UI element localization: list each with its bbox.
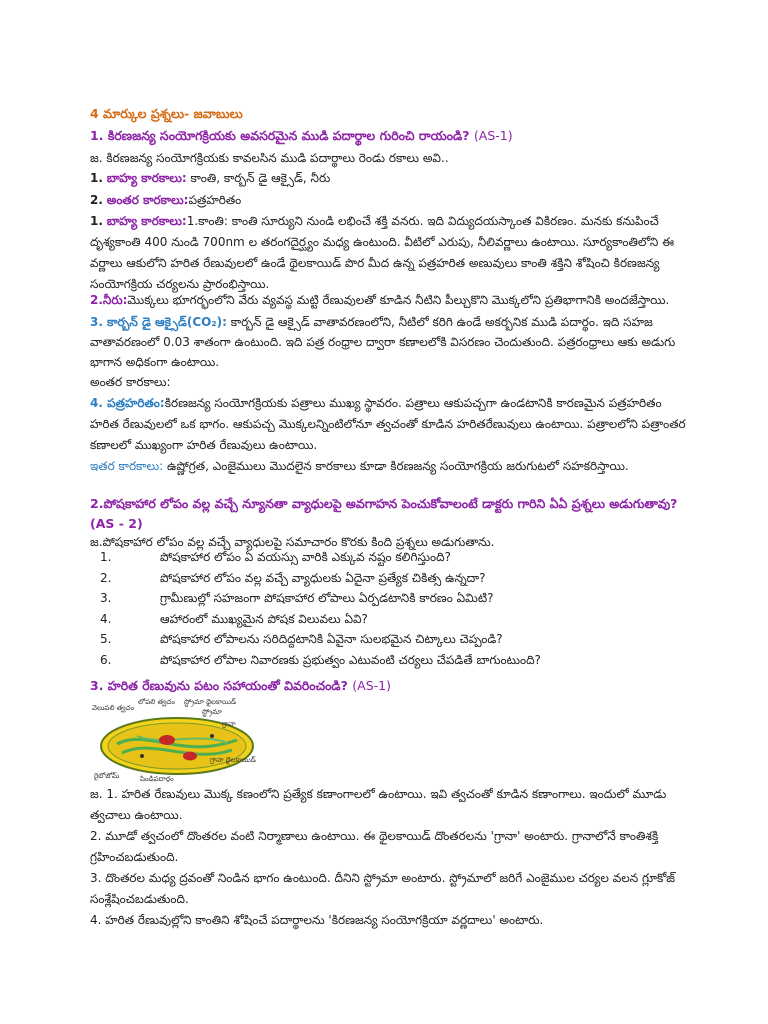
q1-p2-label: అంతర కారకాలు: <box>106 193 189 207</box>
q1-answer-intro: జ. కిరణజన్య సంయోగక్రియకు కావలసిన ముడి పదార్థాలు రెండు రకాలు అవి.. <box>90 151 449 165</box>
chloroplast-diagram <box>92 698 260 782</box>
label-inner: లోపలి త్వచం <box>138 698 176 706</box>
q2-question-list <box>100 550 660 673</box>
label-outer: వెలుపలి త్వచం <box>92 704 135 712</box>
q1-chlorophyll <box>90 393 690 456</box>
q1-other-label: ఇతర కారకాలు: <box>90 459 164 473</box>
list-item: 1. పోషకాహార లోపం ఏ వయస్సు వారికి ఎక్కువ నష్టం కలిగిస్తుంది? <box>100 550 451 564</box>
q2-answer-intro: జ.పోషకాహార లోపం వల్ల వచ్చే వ్యాధులపై సమాచారం కొరకు కింది ప్రశ్నలు అడుగుతాను. <box>90 535 495 549</box>
ribosome-shape <box>140 754 144 758</box>
question-3 <box>90 676 690 696</box>
q1-b3-label: 3. కార్బన్ డై ఆక్సైడ్(CO₂): <box>90 315 227 329</box>
q1-p1-label: బాహ్య కారకాలు: <box>106 171 187 185</box>
q1-p1-num: 1. <box>90 171 103 185</box>
q1-other-text: ఉష్ణోగ్రత, ఎంజైములు మొదలైన కారకాలు కూడా కిరణజన్య సంయోగక్రియ జరుగుటలో సహకరిస్తాయి. <box>163 459 629 473</box>
q1-internal-head: అంతర కారకాలు: <box>90 375 171 389</box>
list-item: 6. పోషకాహార లోపాల నివారణకు ప్రభుత్వం ఎటువంటి చర్యలు చేపడితే బాగుంటుంది? <box>100 652 541 667</box>
q1-i4-label: 4. పత్రహరితం: <box>90 396 165 410</box>
q3-answer-4: 4. హరిత రేణువుల్లోని కాంతిని శోషించే పదార్థాలను 'కిరణజన్య సంయోగక్రియా వర్ణదాలు' అంటారు. <box>90 913 544 927</box>
q3-answer-2: 2. మూడో త్వచంలో దొంతరల వంటి నిర్మాణాలు ఉంటాయి. ఈ థైలకాయిడ్ దొంతరలను 'గ్రానా' అంటారు. గ్రానాలోనే కాంతిశక్తి గ్రహించబడుతుంది. <box>90 829 659 864</box>
q1-point-2 <box>90 190 690 210</box>
q1-p2-text: పత్రహరితం <box>188 193 242 207</box>
starch-grain-shape <box>183 752 197 761</box>
question-1 <box>90 126 690 146</box>
list-item: 3. గ్రామీణుల్లో సహజంగా పోషకాహార లోపాలు ఏర్పడటానికి కారణం ఏమిటి? <box>100 591 494 605</box>
q1-as: (AS-1) <box>473 128 513 143</box>
q1-number: 1. <box>90 128 104 143</box>
q2-as: (AS - 2) <box>90 516 143 531</box>
starch-grain-shape <box>159 735 175 745</box>
page-title: 4 మార్కుల ప్రశ్నలు- జవాబులు <box>90 106 243 121</box>
label-stroma-thyl: స్ట్రోమా థైలకాయిడ్ <box>184 698 237 706</box>
label-grana: గ్రానా <box>222 720 236 728</box>
q1-external-factors <box>90 211 690 295</box>
question-2 <box>90 494 690 534</box>
q1-b1-num: 1. <box>90 214 103 228</box>
label-ribosome: రైబోజోమ్ <box>94 772 120 780</box>
label-starch: పిండిపదార్థం <box>140 775 174 782</box>
ribosome-shape <box>210 734 214 738</box>
q3-text: 3. హరిత రేణువును పటం సహాయంతో వివరించండి? <box>90 678 348 693</box>
q3-answer-1: జ. 1. హరిత రేణువులు మొక్క కణంలోని ప్రత్యేక కణాంగాలలో ఉంటాయి. ఇవి త్వచంతో కూడిన కణాంగాలు. ఇందులో మూడు త్వచాలు ఉంటాయి. <box>90 787 667 822</box>
q2-text: 2.పోషకాహార లోపం వల్ల వచ్చే న్యూనతా వ్యాధులపై అవగాహన పెంచుకోవాలంటే డాక్టరు గారిని ఏఏ ప్రశ్నలు అడుగుతావు? <box>90 496 678 511</box>
q3-answer-3: 3. దొంతరల మధ్య ద్రవంతో నిండిన భాగం ఉంటుంది. దీనిని స్ట్రోమా అంటారు. స్ట్రోమాలో జరిగే ఎంజైముల చర్యల వలన గ్లూకోజ్ సంశ్లేషించబడుతుంది. <box>90 871 676 906</box>
q1-b2-label: 2.నీరు: <box>90 293 128 307</box>
label-stroma: స్ట్రోమా <box>202 708 222 716</box>
q1-p2-num: 2. <box>90 193 103 207</box>
q3-as: (AS-1) <box>352 678 391 693</box>
label-grana-thyl: గ్రానా థైలకాయిడ్ <box>210 756 256 764</box>
list-item: 2. పోషకాహార లోపం వల్ల వచ్చే వ్యాధులకు ఏదైనా ప్రత్యేక చికిత్స ఉన్నదా? <box>100 570 486 585</box>
q1-other-factors <box>90 456 690 476</box>
q1-co2 <box>90 312 690 372</box>
q1-b3-text: కార్బన్ డై ఆక్సైడ్ వాతావరణంలోని, నీటిలో కరిగి ఉండే అకర్బనిక ముడి పదార్థం. ఇది సహజ వాతావరణంలో 0.03 శాతంగా ఉంటుంది. ఇది పత్ర రంధ్రాల ద్వారా కణాలలోకి విసరణం చెందుతుంది. పత్రరంధ్రాలు ఆకు అడుగు భాగాన అధికంగా ఉంటాయి. <box>90 315 676 369</box>
q1-i4-text: కిరణజన్య సంయోగక్రియకు పత్రాలు ముఖ్య స్థావరం. పత్రాలు ఆకుపచ్చగా ఉండటానికి కారణమైన పత్రహరితం హరిత రేణువులలో ఒక భాగం. ఆకుపచ్చ మొక్కలన్నింటిలోనూ త్వచంతో కూడిన హరితరేణువులు ఉంటాయి. పత్రాలలోని పత్రాంతర కణాలలో ముఖ్యంగా హరిత రేణువులు ఉంటాయి. <box>90 396 686 452</box>
q1-water <box>90 290 690 310</box>
list-item: 5. పోషకాహార లోపాలను సరిదిద్దటానికి ఏవైనా సులభమైన చిట్కాలు చెప్పండి? <box>100 632 503 646</box>
q1-b2-text: మొక్కలు భూగర్భంలోని వేరు వ్యవస్థ మట్టి రేణువులతో కూడిన నీటిని పీల్చుకొని మొక్కలోని ప్రతిభాగానికి అందజేస్తాయి. <box>127 293 670 307</box>
q1-p1-text: కాంతి, కార్బన్ డై ఆక్సైడ్, నీరు <box>186 171 331 185</box>
q1-text: కిరణజన్య సంయోగక్రియకు అవసరమైన ముడి పదార్థాల గురించి రాయండి? <box>107 128 470 143</box>
list-item: 4. ఆహారంలో ముఖ్యమైన పోషక విలువలు ఏవి? <box>100 611 368 626</box>
q1-b1-label: బాహ్య కారకాలు: <box>106 214 187 228</box>
q1-b1-text: 1.కాంతి: కాంతి సూర్యుని నుండి లభించే శక్తి వనరు. ఇది విద్యుదయస్కాంత వికిరణం. మనకు కనుపించే దృశ్యకాంతి 400 నుండి 700nm ల తరంగదైర్ఘ్యం మధ్య ఉంటుంది. వీటిలో ఎరుపు, నీలివర్ణాలు ఉంటాయి. సూర్యకాంతిలోని ఈ వర్ణాలు ఆకులోని హరిత రేణువులలో ఉండే థైలకాయిడ్ పొర మీద ఉన్న పత్రహరిత అణువులు కాంతి శక్తిని శోషించి కిరణజన్య సంయోగక్రియ చర్యలను ప్రారంభిస్తాయి. <box>90 214 675 291</box>
q1-point-1 <box>90 168 690 188</box>
